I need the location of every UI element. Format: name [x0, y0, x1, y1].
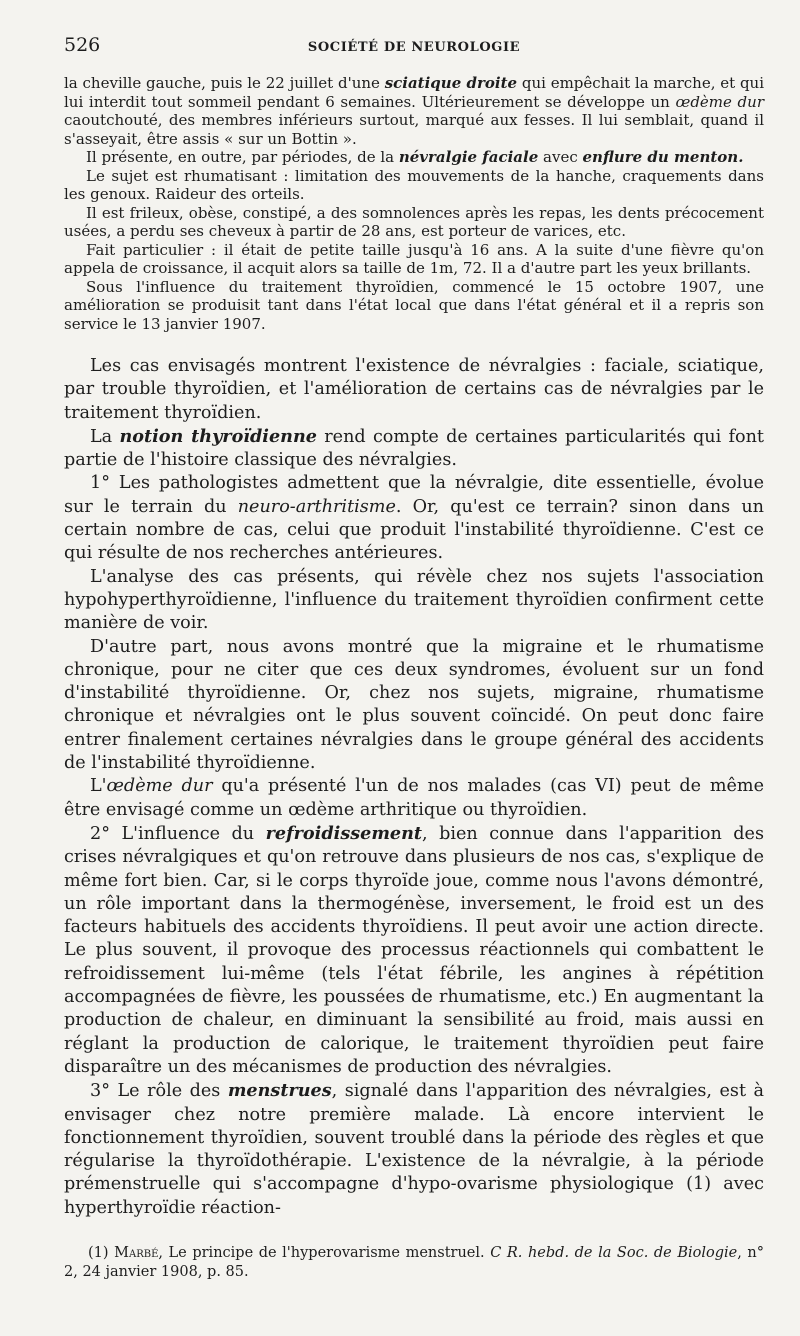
footnote: (1) Marbé, Le principe de l'hyperovarisme menstruel. C R. hebd. de la Soc. de Biologie, n° 2, 24 janvier 1908, p. 85. [64, 1244, 764, 1280]
body-paragraph: L'analyse des cas présents, qui révèle chez nos sujets l'association hypohyperthyroïdienne, l'influence du traitement thyroïdien confirment cette manière de voir. [64, 566, 764, 634]
body-paragraph: 2° L'influence du refroidissement, bien connue dans l'apparition des crises névralgiques et qu'on retrouve dans plusieurs de nos cas, s'explique de même fort bien. Car, si le corps thyroïde joue, comme nous l'avons démontré, un rôle important dans la thermogénèse, inversement, le froid est un des facteurs habituels des accidents thyroïdiens. Il peut avoir une action directe. Le plus souvent, il provoque des processus réactionnels qui combattent le refroidissement lui-même (tels l'état fébrile, les angines à répétition accompagnées de fièvre, les poussées de rhumatisme, etc.) En augmentant la production de chaleur, en diminuant la sensibilité au froid, mais aussi en réglant la production de calorique, le traitement thyroïdien peut faire disparaître un des mécanismes de production des névralgies. [64, 822, 764, 1077]
case-paragraph: Le sujet est rhumatisant : limitation des mouvements de la hanche, craquements dans les genoux. Raideur des orteils. [64, 166, 764, 203]
body-paragraph: Les cas envisagés montrent l'existence de névralgies : faciale, sciatique, par trouble thyroïdien, et l'amélioration de certains cas de névralgies par le traitement thyroïdien. [64, 356, 764, 423]
page-number: 526 [64, 34, 101, 56]
body-paragraph: 3° Le rôle des menstrues, signalé dans l'apparition des névralgies, est à envisager chez notre première malade. Là encore intervient le fonctionnement thyroïdien, souvent troublé dans la période des règles et que régularise la thyroïdothérapie. L'existence de la névralgie, à la période prémenstruelle qui s'accompagne d'hypo-ovarisme physiologique (1) avec hyperthyroïdie réaction- [64, 1080, 765, 1218]
body-paragraph: D'autre part, nous avons montré que la migraine et le rhumatisme chronique, pour ne citer que ces deux syndromes, évoluent sur un fond d'instabilité thyroïdienne. Or, chez nos sujets, migraine, rhumatisme chronique et névralgies ont le plus souvent coïncidé. On peut donc faire entrer finalement certaines névralgies dans le groupe général des accidents de l'instabilité thyroïdienne. [64, 636, 764, 774]
running-title: SOCIÉTÉ DE NEUROLOGIE [307, 40, 521, 55]
body-paragraph: L'œdème dur qu'a présenté l'un de nos malades (cas VI) peut de même être envisagé comme un œdème arthritique ou thyroïdien. [64, 776, 765, 820]
case-paragraph: Fait particulier : il était de petite taille jusqu'à 16 ans. A la suite d'une fièvre qu'on appela de croissance, il acquit alors sa taille de 1m, 72. Il a d'autre part les yeux brillants. [64, 240, 764, 277]
body-paragraph: La notion thyroïdienne rend compte de certaines particularités qui font partie de l'histoire classique des névralgies. [64, 425, 765, 471]
case-paragraph: Il présente, en outre, par périodes, de la névralgie faciale avec enflure du menton. [86, 148, 744, 166]
page-header [64, 30, 764, 56]
case-report [64, 74, 764, 333]
main-text [64, 355, 764, 1220]
case-paragraph: Il est frileux, obèse, constipé, a des somnolences après les repas, les dents précocement usées, a perdu ses cheveux à partir de 28 ans, est porteur de varices, etc. [64, 203, 764, 240]
page [64, 30, 764, 1282]
footnotes [64, 1244, 764, 1282]
case-paragraph: la cheville gauche, puis le 22 juillet d'une sciatique droite qui empêchait la marche, et qui lui interdit tout sommeil pendant 6 semaines. Ultérieurement se développe un œdème dur caoutchouté, des membres inférieurs surtout, marqué aux fesses. Il lui semblait, quand il s'asseyait, être assis « sur un Bottin ». [64, 74, 765, 148]
body-paragraph: 1° Les pathologistes admettent que la névralgie, dite essentielle, évolue sur le terrain du neuro-arthritisme. Or, qu'est ce terrain? sinon dans un certain nombre de cas, celui que produit l'instabilité thyroïdienne. C'est ce qui résulte de nos recherches antérieures. [64, 473, 764, 564]
case-paragraph: Sous l'influence du traitement thyroïdien, commencé le 15 octobre 1907, une amélioration se produisit tant dans l'état local que dans l'état général et il a repris son service le 13 janvier 1907. [64, 277, 764, 333]
